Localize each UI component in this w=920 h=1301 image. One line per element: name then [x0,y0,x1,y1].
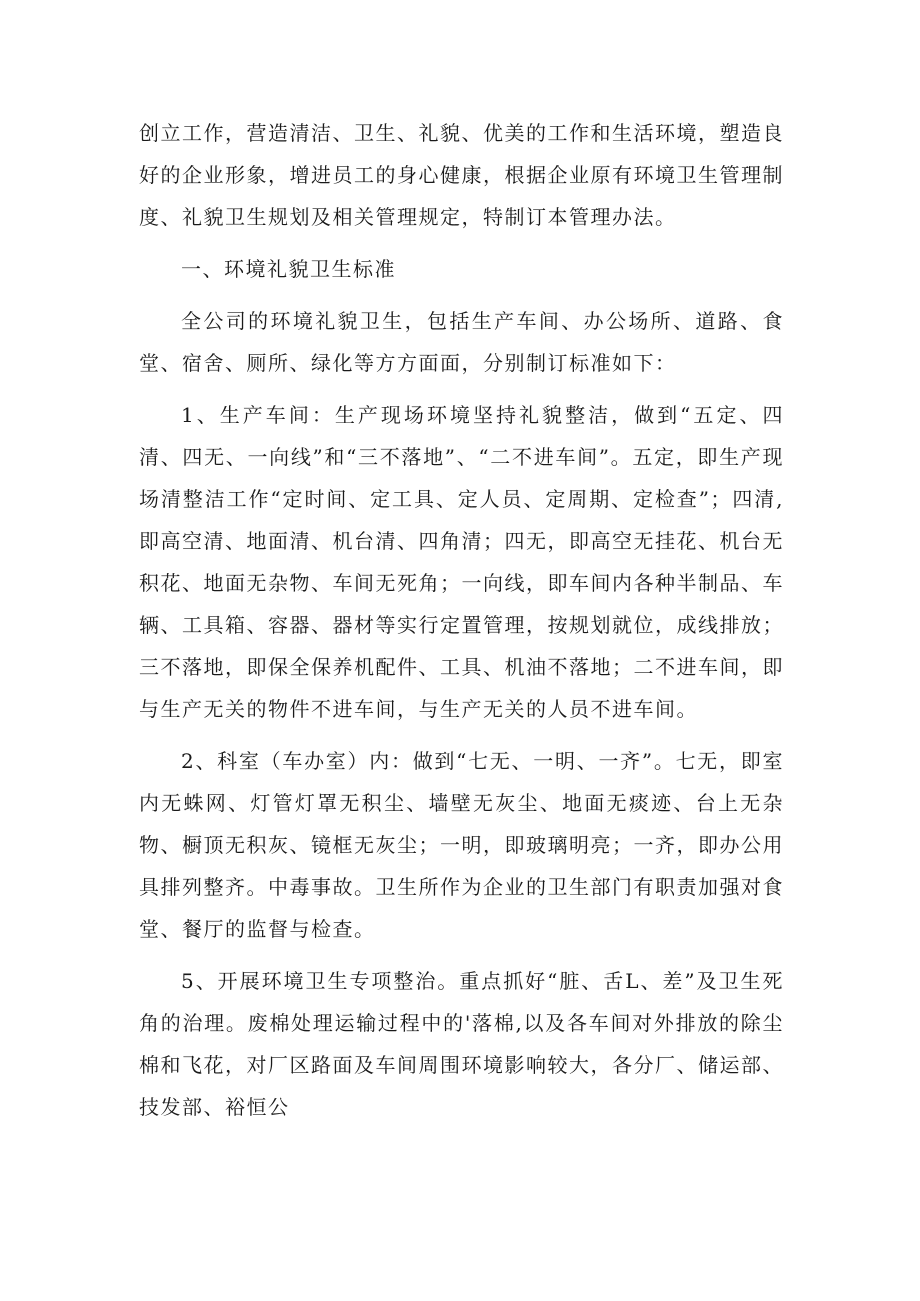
paragraph-item-1-workshop: 1、生产车间：生产现场环境坚持礼貌整洁，做到“五定、四清、四无、一向线”和“三不落地”、“二不进车间”。五定，即生产现场清整洁工作“定时间、定工具、定人员、定周期、定检查”；四清,即高空清、地面清、机台清、四角清；四无，即高空无挂花、机台无积花、地面无杂物、车间无死角；一向线，即车间内各种半制品、车辆、工具箱、容器、器材等实行定置管理，按规划就位，成线排放；三不落地，即保全保养机配件、工具、机油不落地；二不进车间，即与生产无关的物件不进车间，与生产无关的人员不进车间。 [139,403,784,721]
document-body [139,112,784,1128]
paragraph-section-intro: 全公司的环境礼貌卫生，包括生产车间、办公场所、道路、食堂、宿舍、厕所、绿化等方方面面，分别制订标准如下： [139,309,784,375]
paragraph-intro: 创立工作，营造清洁、卫生、礼貌、优美的工作和生活环境，塑造良好的企业形象，增进员工的身心健康，根据企业原有环境卫生管理制度、礼貌卫生规划及相关管理规定，特制订本管理办法。 [139,121,784,229]
paragraph-item-5-sanitation: 5、开展环境卫生专项整治。重点抓好“脏、舌L、差”及卫生死角的治理。废棉处理运输过程中的'落棉,以及各车间对外排放的除尘棉和飞花，对厂区路面及车间周围环境影响较大，各分厂、储运部、技发部、裕恒公 [139,969,784,1119]
section-heading-environment-standards: 一、环境礼貌卫生标准 [181,257,396,281]
paragraph-item-2-office: 2、科室（车办室）内：做到“七无、一明、一齐”。七无，即室内无蛛网、灯管灯罩无积尘、墙壁无灰尘、地面无痰迹、台上无杂物、橱顶无积灰、镜框无灰尘；一明，即玻璃明亮；一齐，即办公用具排列整齐。中毒事故。卫生所作为企业的卫生部门有职责加强对食堂、餐厅的监督与检查。 [139,749,784,941]
